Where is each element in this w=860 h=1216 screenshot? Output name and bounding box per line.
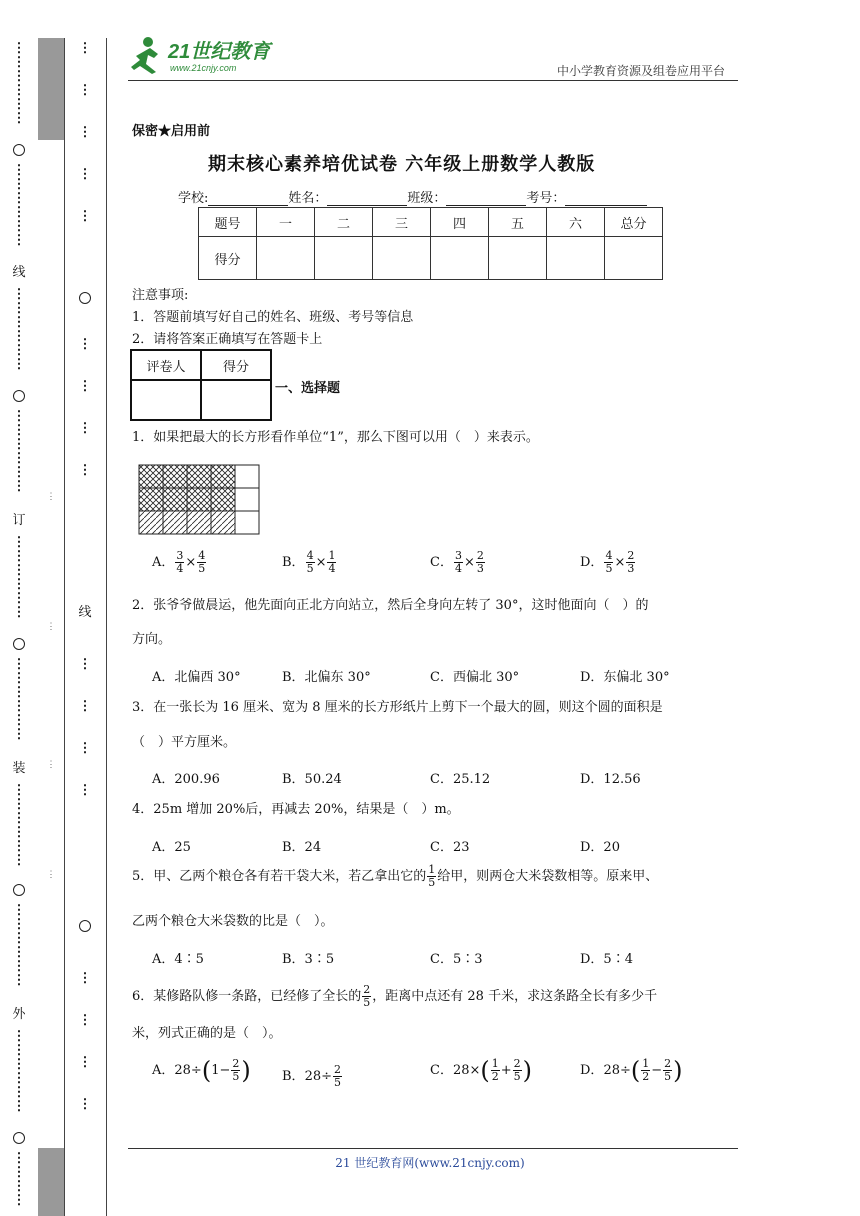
score-cell[interactable]: [605, 237, 663, 280]
score-cell[interactable]: [257, 237, 315, 280]
question-5-line2: 乙两个粮仓大米袋数的比是（ ）。: [132, 914, 334, 929]
school-blank[interactable]: [208, 191, 288, 206]
q4-option-c[interactable]: C．23: [430, 840, 470, 855]
score-cell[interactable]: [373, 237, 431, 280]
grader-cell[interactable]: [131, 380, 201, 420]
q3-option-b[interactable]: B．50.24: [282, 772, 342, 787]
q5-option-a[interactable]: A．4∶5: [152, 952, 204, 967]
circle-mark: [0, 144, 38, 160]
question-4: 4．25m 增加 20%后，再减去 20%，结果是（ ）m。: [132, 802, 460, 817]
question-2-line2: 方向。: [132, 632, 172, 647]
page-title: 期末核心素养培优试卷 六年级上册数学人教版: [208, 154, 596, 175]
q6-option-a[interactable]: A．28÷(1− $\frac{2}{5}$ ): [152, 1056, 251, 1085]
score-cell[interactable]: [489, 237, 547, 280]
q2-option-c[interactable]: C．西偏北 30°: [430, 670, 520, 685]
q4-option-d[interactable]: D．20: [580, 840, 620, 855]
q3-option-a[interactable]: A．200.96: [152, 772, 220, 787]
q2-option-b[interactable]: B．北偏东 30°: [282, 670, 371, 685]
dotted-line: ⋮ ⋮ ⋮ ⋮ ⋮ ⋮: [12, 41, 26, 126]
logo-text: 21世纪教育: [168, 41, 271, 63]
score-cell[interactable]: [547, 237, 605, 280]
q5-option-c[interactable]: C．5∶3: [430, 952, 483, 967]
circle-mark: [0, 884, 38, 900]
logo-url: www.21cnjy.com: [170, 63, 237, 73]
binding-label: 线: [78, 605, 92, 620]
confidential-label: 保密★启用前: [132, 124, 211, 139]
name-blank[interactable]: [327, 191, 407, 206]
binding-label: 订: [12, 513, 26, 528]
q1-option-d[interactable]: D． $\frac{4}{5}$ × $\frac{2}{3}$: [580, 549, 635, 575]
score-cell[interactable]: [315, 237, 373, 280]
class-blank[interactable]: [446, 191, 526, 206]
q2-option-d[interactable]: D．东偏北 30°: [580, 670, 670, 685]
logo: [128, 34, 298, 78]
notes: 注意事项: 1．答题前填写好自己的姓名、班级、考号等信息 2．请将答案正确填写在答题卡上: [132, 288, 414, 347]
circle-mark: [64, 920, 106, 936]
footer-rule: [128, 1148, 738, 1149]
binding-label: 线: [12, 265, 26, 280]
number-blank[interactable]: [565, 191, 647, 206]
question-6-line1: 6．某修路队修一条路，已经修了全长的 $\frac{2}{5}$ ，距离中点还有 28 千米，求这条路全长有多少千: [132, 983, 658, 1009]
circle-mark: [0, 1132, 38, 1148]
question-3-line1: 3．在一张长为 16 厘米、宽为 8 厘米的长方形纸片上剪下一个最大的圆，则这个圆的面积是: [132, 700, 663, 715]
binding-column-outer: ⋮ ⋮ ⋮ ⋮ ⋮ ⋮ ⋮ ⋮ ⋮ ⋮ ⋮ ⋮ 线 ⋮ ⋮ ⋮ ⋮ ⋮ ⋮ ⋮ ⋮ ⋮ ⋮ ⋮ ⋮ 订 ⋮ ⋮ ⋮ ⋮ ⋮ ⋮ ⋮ ⋮ ⋮ ⋮ ⋮ ⋮ 装 ⋮ ⋮ ⋮ ⋮ ⋮ ⋮ ⋮ ⋮ ⋮ ⋮ ⋮ ⋮ 外 ⋮ ⋮ ⋮ ⋮ ⋮ ⋮ ⋮ ⋮ ⋮ ⋮: [0, 38, 39, 1216]
footer-text: 21 世纪教育网(www.21cnjy.com): [335, 1156, 525, 1170]
q3-option-d[interactable]: D．12.56: [580, 772, 641, 787]
q3-option-c[interactable]: C．25.12: [430, 772, 491, 787]
binding-label: 装: [12, 761, 26, 776]
q5-option-d[interactable]: D．5∶4: [580, 952, 633, 967]
circle-mark: [0, 390, 38, 406]
student-info-line: 学校: 姓名： 班级： 考号：: [178, 187, 647, 206]
score-cell[interactable]: [431, 237, 489, 280]
question-5-line1: 5．甲、乙两个粮仓各有若干袋大米，若乙拿出它的 $\frac{1}{5}$ 给甲，则两仓大米袋数相等。原来甲、: [132, 863, 659, 889]
grader-table: 评卷人 得分: [130, 349, 272, 421]
q6-option-b[interactable]: B．28÷ $\frac{2}{5}$: [282, 1063, 341, 1089]
binding-column-grey: ⋮ ⋮ ⋮ ⋮: [38, 38, 65, 1216]
q6-option-d[interactable]: D．28÷( $\frac{1}{2}$ − $\frac{2}{5}$ ): [580, 1056, 683, 1085]
q6-option-c[interactable]: C．28×( $\frac{1}{2}$ + $\frac{2}{5}$ ): [430, 1056, 533, 1085]
platform-name: 中小学教育资源及组卷应用平台: [556, 64, 725, 78]
q4-option-a[interactable]: A．25: [152, 840, 191, 855]
section-title: 一、选择题: [275, 381, 341, 396]
q1-option-a[interactable]: A． $\frac{3}{4}$ × $\frac{4}{5}$: [152, 549, 206, 575]
grader-cell[interactable]: [201, 380, 271, 420]
q1-option-c[interactable]: C． $\frac{3}{4}$ × $\frac{2}{3}$: [430, 549, 484, 575]
q5-option-b[interactable]: B．3∶5: [282, 952, 335, 967]
q2-option-a[interactable]: A．北偏西 30°: [152, 670, 241, 685]
score-table: 题号 一 二 三 四 五 六 总分 得分: [198, 207, 663, 280]
question-6-line2: 米，列式正确的是（ ）。: [132, 1026, 282, 1041]
q4-option-b[interactable]: B．24: [282, 840, 322, 855]
circle-mark: [0, 638, 38, 654]
binding-column-inner: ⋮ ⋮ ⋮ ⋮ ⋮ ⋮ ⋮ ⋮ ⋮ 线 ⋮ ⋮ ⋮ ⋮ ⋮ ⋮ ⋮ ⋮: [64, 38, 107, 1216]
binding-label: 外: [12, 1007, 26, 1022]
circle-mark: [64, 292, 106, 308]
header-rule: [128, 80, 738, 81]
q1-grid-figure: [138, 464, 260, 540]
question-2-line1: 2．张爷爷做晨运，他先面向正北方向站立，然后全身向左转了 30°，这时他面向（ ）的: [132, 598, 649, 613]
question-1: 1．如果把最大的长方形看作单位“1”，那么下图可以用（ ）来表示。: [132, 430, 539, 445]
question-3-line2: （ ）平方厘米。: [132, 735, 237, 750]
q1-option-b[interactable]: B． $\frac{4}{5}$ × $\frac{1}{4}$: [282, 549, 336, 575]
